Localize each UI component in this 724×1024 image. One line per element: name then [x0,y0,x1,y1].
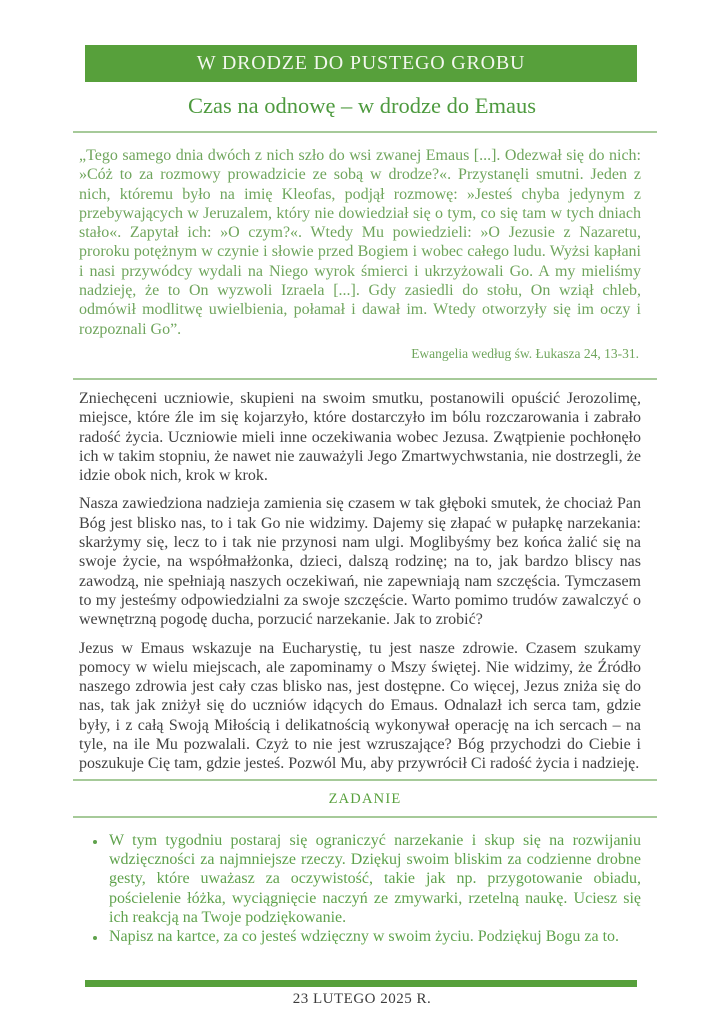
divider-under-quote [73,378,657,380]
reflection-paragraph: Nasza zawiedziona nadzieja zamienia się czasem w tak głęboki smutek, że chociaż Pan Bóg jest blisko nas, to i tak Go nie widzimy. Dajemy się złapać w pułapkę narzekania: skarżymy się, lecz to i tak nie przynosi nam ulgi. Moglibyśmy bez końca żalić się na swoje życie, na współmałżonka, dzieci, dalszą rodzinę; na to, jak bardzo bliscy nas zawodzą, nie spełniają naszych oczekiwań, nie zapewniają nam szczęścia. Tymczasem to my jesteśmy odpowiedzialni za swoje szczęście. Warto pomimo trudów zawalczyć o wewnętrzną pogodę ducha, porzucić narzekanie. Jak to zrobić? [79,495,641,629]
reflection-paragraph: Jezus w Emaus wskazuje na Eucharystię, tu jest nasze zdrowie. Czasem szukamy pomocy w wielu miejscach, ale zapominamy o Mszy świętej. Nie widzimy, że Źródło naszego zdrowia jest cały czas blisko nas, jest dostępne. Co więcej, Jezus zniża się do nas, tak jak zniżył się do uczniów idących do Emaus. Odnalazł ich serca tam, gdzie były, i z całą Swoją Miłością i delikatnością wykonywał operację na ich sercach – na tyle, na ile Mu pozwalali. Czyż to nie jest wzruszające? Bóg przychodzi do Ciebie i poszukuje Cię tam, gdzie jesteś. Pozwól Mu, aby przywrócił Ci radość życia i nadzieję. [79,639,641,773]
scripture-quote-text: „Tego samego dnia dwóch z nich szło do wsi zwanej Emaus [...]. Odezwał się do nich: »Cóż to za rozmowy prowadzicie ze sobą w drodze?«. Przystanęli smutni. Jeden z nich, któremu było na imię Kleofas, podjął rozmowę: »Jesteś chyba jedynym z przebywających w Jeruzalem, który nie dowiedział się o tym, co się tam w tych dniach stało«. Zapytał ich: »O czym?«. Wtedy Mu powiedzieli: »O Jezusie z Nazaretu, proroku potężnym w czynie i słowie przed Bogiem i wobec całego ludu. Wyżsi kapłani i nasi przywódcy wydali na Niego wyrok śmierci i ukrzyżowali Go. A my mieliśmy nadzieję, że to On wyzwoli Izraela [...]. Gdy zasiedli do stołu, On wziął chleb, odmówił modlitwę uwielbienia, połamał i dawał im. Wtedy otworzyły się im oczy i rozpoznali Go”. [79,147,641,338]
task-section-header [73,779,657,818]
task-heading: ZADANIE [328,790,402,807]
scripture-attribution: Ewangelia według św. Łukasza 24, 13-31. [411,345,639,361]
footer-rule [85,980,637,987]
footer-date: 23 LUTEGO 2025 R. [292,991,432,1008]
page-title: W DRODZE DO PUSTEGO GROBU [196,52,526,74]
header-banner [85,45,637,82]
task-list-item: • W tym tygodniu postaraj się ograniczyć narzekanie i skup się na rozwijaniu wdzięczności za najmniejsze rzeczy. Dziękuj swoim bliskim za codzienne drobne gesty, które uważasz za oczywistość, takie jak np. przygotowanie obiadu, pościelenie łóżka, wyciągnięcie naczyń ze zmywarki, rzetelną naukę. Uciesz się ich reakcją na Twoje podziękowanie. [107,831,641,927]
task-list [79,831,641,947]
divider-under-subtitle [73,131,657,133]
scripture-quote [79,146,641,339]
page-subtitle: Czas na odnowę – w drodze do Emaus [187,93,537,118]
task-list-item: • Napisz na kartce, za co jesteś wdzięczny w swoim życiu. Podziękuj Bogu za to. [107,927,641,946]
reflection-paragraph: Zniechęceni uczniowie, skupieni na swoim smutku, postanowili opuścić Jerozolimę, miejsce, które źle im się kojarzyło, które dostarczyło im bólu rozczarowania i zabrało radość życia. Uczniowie mieli inne oczekiwania wobec Jezusa. Zwątpienie pochłonęło ich w takim stopniu, że nawet nie zauważyli Jego Zmartwychwstania, nie dostrzegli, że idzie obok nich, krok w krok. [79,389,641,485]
